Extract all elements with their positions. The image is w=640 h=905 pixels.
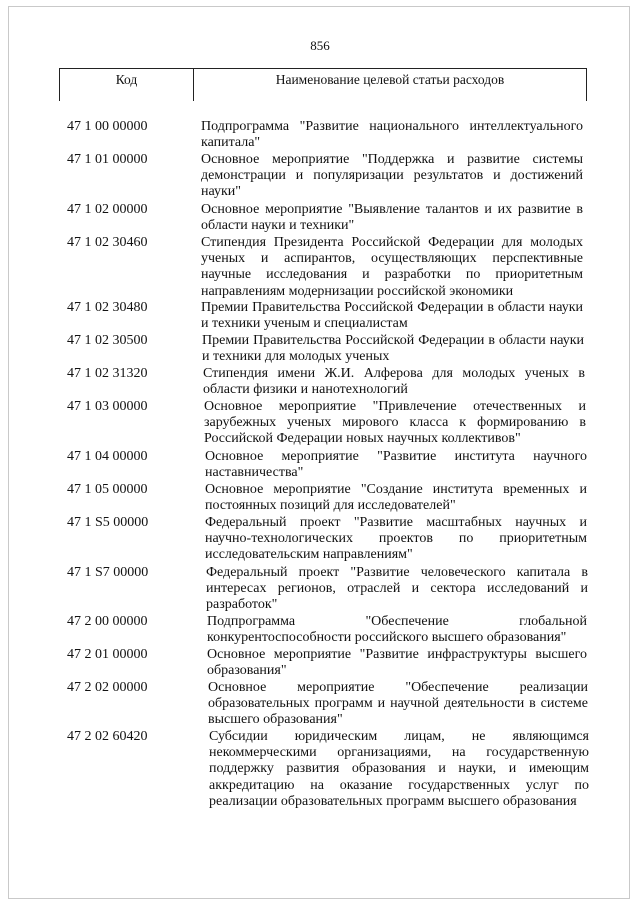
- row-code: 47 1 02 30460: [67, 235, 148, 250]
- row-name: Премии Правительства Российской Федерации в области науки и техники для молодых ученых: [202, 333, 584, 365]
- row-code: 47 2 00 00000: [67, 614, 148, 629]
- row-name: Премии Правительства Российской Федерации в области науки и техники ученым и специалистам: [201, 300, 583, 332]
- row-name: Федеральный проект "Развитие масштабных научных и научно-технологических проектов по приоритетным исследовательским направлениям": [205, 515, 587, 563]
- row-name: Стипендия имени Ж.И. Алферова для молодых ученых в области физики и нанотехнологий: [203, 366, 585, 398]
- row-code: 47 1 01 00000: [67, 152, 148, 167]
- row-name: Основное мероприятие "Поддержка и развитие системы демонстрации и популяризации результатов и достижений науки": [201, 152, 583, 200]
- row-code: 47 1 02 31320: [67, 366, 148, 381]
- row-code: 47 1 S7 00000: [67, 565, 149, 580]
- page-number: 856: [310, 38, 330, 53]
- row-code: 47 2 02 00000: [67, 680, 148, 695]
- row-code: 47 1 05 00000: [67, 482, 148, 497]
- row-name: Основное мероприятие "Развитие института научного наставничества": [205, 449, 587, 481]
- row-name: Основное мероприятие "Создание института временных и постоянных позиций для исследователей": [205, 482, 587, 514]
- row-name: Федеральный проект "Развитие человеческого капитала в интересах регионов, отраслей и сектора исследований и разработок": [206, 565, 588, 613]
- row-code: 47 1 04 00000: [67, 449, 148, 464]
- row-code: 47 1 S5 00000: [67, 515, 149, 530]
- row-code: 47 1 02 30500: [67, 333, 148, 348]
- row-name: Подпрограмма "Развитие национального интеллектуального капитала": [201, 119, 583, 151]
- row-name: Подпрограмма "Обеспечение глобальной конкурентоспособности российского высшего образования": [207, 614, 587, 646]
- row-name: Стипендия Президента Российской Федерации для молодых ученых и аспирантов, осуществляющих перспективные научные исследования и разработки по приоритетным направлениям модернизации российской экономики: [201, 235, 583, 299]
- table-header: [59, 68, 587, 101]
- row-name: Основное мероприятие "Развитие инфраструктуры высшего образования": [207, 647, 587, 679]
- row-code: 47 1 02 00000: [67, 202, 148, 217]
- row-name: Основное мероприятие "Обеспечение реализации образовательных программ и научной деятельности в системе высшего образования": [208, 680, 588, 728]
- row-code: 47 1 00 00000: [67, 119, 148, 134]
- row-name: Основное мероприятие "Привлечение отечественных и зарубежных ученых мирового класса к формированию в Российской Федерации новых научных коллективов": [204, 399, 586, 447]
- row-code: 47 2 02 60420: [67, 729, 148, 744]
- row-code: 47 2 01 00000: [67, 647, 148, 662]
- row-name: Субсидии юридическим лицам, не являющимся некоммерческими организациями, на государственную поддержку развития образования и науки, и имеющим аккредитацию на оказание государственных услуг по реализации образовательных программ высшего образования: [209, 729, 589, 809]
- header-name: Наименование целевой статьи расходов: [275, 72, 505, 87]
- row-code: 47 1 02 30480: [67, 300, 148, 315]
- row-name: Основное мероприятие "Выявление талантов и их развитие в области науки и техники": [201, 202, 583, 234]
- header-code: Код: [60, 69, 194, 101]
- row-code: 47 1 03 00000: [67, 399, 148, 414]
